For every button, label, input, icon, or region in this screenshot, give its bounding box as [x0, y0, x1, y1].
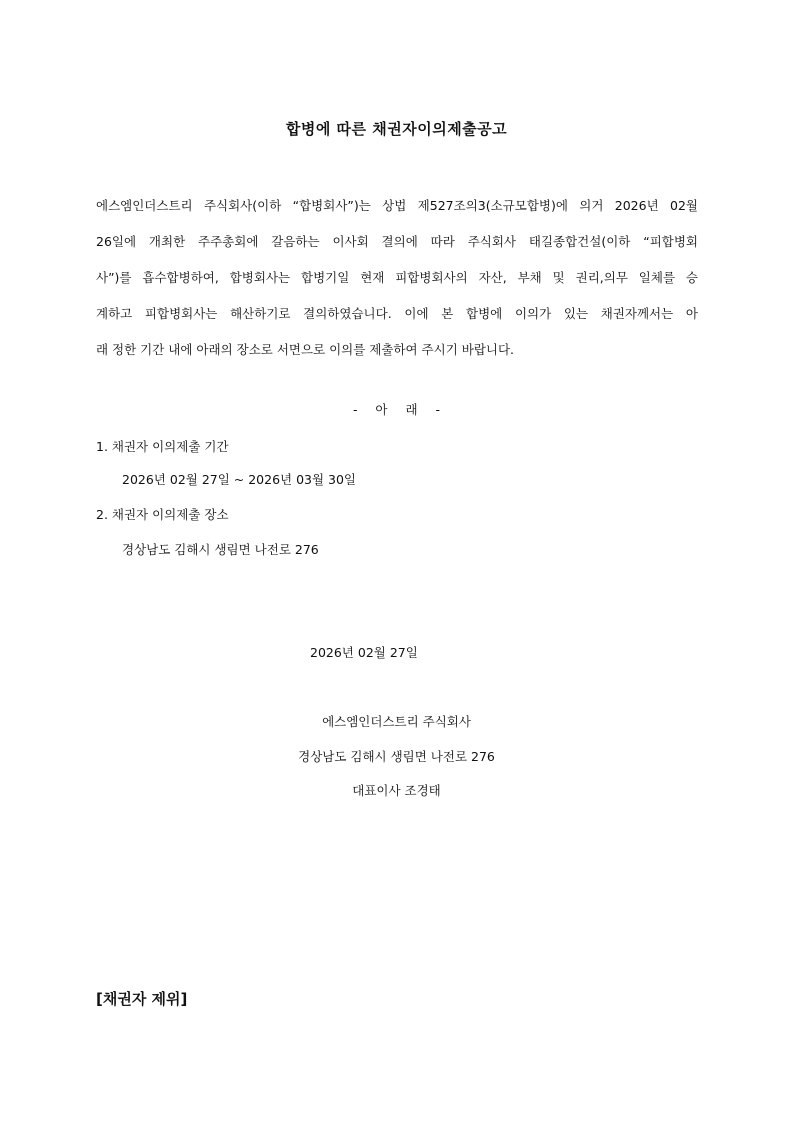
body-line: 래 정한 기간 내에 아래의 장소로 서면으로 이의를 제출하여 주시기 바랍니다.: [96, 342, 515, 357]
item-detail-period: 2026년 02월 27일 ~ 2026년 03월 30일: [122, 472, 357, 487]
company-name: 에스엠인더스트리 주식회사: [322, 714, 471, 729]
representative: 대표이사 조경태: [352, 783, 441, 798]
footer-heading: [채권자 제위]: [96, 990, 188, 1008]
body-line: 26일에 개최한 주주총회에 갈음하는 이사회 결의에 따라 주식회사 태길종합건설(이하 “피합병회: [96, 234, 698, 249]
notice-body: [96, 188, 698, 368]
company-address: 경상남도 김해시 생림면 나전로 276: [298, 749, 495, 764]
body-line: 사”)를 흡수합병하여, 합병회사는 합병기일 현재 피합병회사의 자산, 부채 및 권리,의무 일체를 승: [96, 270, 698, 285]
body-line: 계하고 피합병회사는 해산하기로 결의하였습니다. 이에 본 합병에 이의가 있는 채권자께서는 아: [96, 306, 698, 321]
notice-date: 2026년 02월 27일: [310, 645, 418, 660]
item-heading-place: 2. 채권자 이의제출 장소: [96, 507, 229, 522]
page-title: 합병에 따른 채권자이의제출공고: [285, 120, 508, 138]
section-separator: - 아 래 -: [352, 402, 441, 417]
item-detail-place: 경상남도 김해시 생림면 나전로 276: [122, 542, 319, 557]
item-heading-period: 1. 채권자 이의제출 기간: [96, 439, 229, 454]
body-line: 에스엠인더스트리 주식회사(이하 “합병회사”)는 상법 제527조의3(소규모합병)에 의거 2026년 02월: [96, 198, 698, 213]
